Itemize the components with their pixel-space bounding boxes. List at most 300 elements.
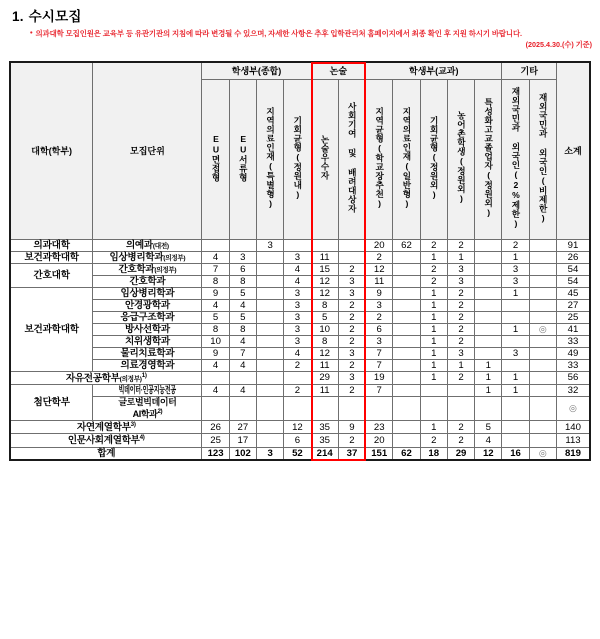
cell-value: 35 <box>311 421 338 434</box>
cell-value <box>502 397 529 421</box>
cell-value <box>475 335 502 347</box>
cell-value <box>256 299 283 311</box>
cell-subtotal: 26 <box>556 251 590 263</box>
cell-value: 4 <box>284 275 311 287</box>
cell-value <box>202 239 229 251</box>
cell-value: 6 <box>229 263 256 275</box>
cell-value: 3 <box>284 299 311 311</box>
cell-value <box>393 347 420 359</box>
cell-value <box>475 299 502 311</box>
cell-value <box>202 397 229 421</box>
cell-value <box>475 251 502 263</box>
cell-value: 2 <box>447 323 474 335</box>
row-unit: 임상병리학과(의정부) <box>93 251 202 263</box>
cell-value: 2 <box>420 434 447 447</box>
cell-value: 2 <box>338 359 365 371</box>
cell-value: 2 <box>420 239 447 251</box>
cell-value <box>529 397 556 421</box>
table-row <box>10 434 590 447</box>
cell-value: 1 <box>420 287 447 299</box>
cell-subtotal: 25 <box>556 311 590 323</box>
cell-value <box>256 421 283 434</box>
cell-value: ◎ <box>529 323 556 335</box>
admissions-table <box>9 61 591 461</box>
cell-value <box>475 397 502 421</box>
cell-value: 2 <box>338 311 365 323</box>
total-cell: 62 <box>393 447 420 460</box>
cell-value: 12 <box>284 421 311 434</box>
cell-value <box>338 251 365 263</box>
cell-value <box>256 335 283 347</box>
cell-value <box>529 385 556 397</box>
cell-subtotal: 91 <box>556 239 590 251</box>
cell-value: 2 <box>447 299 474 311</box>
header-col-regional-medical-general <box>393 79 420 239</box>
cell-value: 1 <box>502 287 529 299</box>
cell-value: 2 <box>447 239 474 251</box>
cell-value: 5 <box>311 311 338 323</box>
cell-value: 2 <box>447 335 474 347</box>
total-cell: 151 <box>366 447 393 460</box>
table-row <box>10 347 590 359</box>
cell-value <box>529 434 556 447</box>
cell-value: 15 <box>311 263 338 275</box>
header-col-regional-medical-special <box>256 79 283 239</box>
total-cell: 102 <box>229 447 256 460</box>
cell-value <box>475 239 502 251</box>
table-row <box>10 421 590 434</box>
cell-value <box>284 239 311 251</box>
total-cell: 18 <box>420 447 447 460</box>
row-unit: 의예과(대전) <box>93 239 202 251</box>
cell-value: 2 <box>502 239 529 251</box>
cell-value: 2 <box>366 311 393 323</box>
cell-value: 8 <box>202 323 229 335</box>
cell-value: 5 <box>475 421 502 434</box>
cell-value: 10 <box>202 335 229 347</box>
header-col-eu-interview-label: EU면접형 <box>210 133 221 182</box>
row-unit: 임상병리학과 <box>93 287 202 299</box>
cell-value: 11 <box>311 251 338 263</box>
row-college: 보건과학대학 <box>10 287 93 371</box>
row-unit: 응급구조학과 <box>93 311 202 323</box>
cell-value: 1 <box>420 251 447 263</box>
cell-value <box>256 434 283 447</box>
cell-value <box>311 397 338 421</box>
cell-value: 20 <box>366 434 393 447</box>
cell-value <box>475 311 502 323</box>
cell-value <box>256 397 283 421</box>
cell-value: 2 <box>338 385 365 397</box>
cell-value: 3 <box>284 335 311 347</box>
cell-value: 1 <box>420 359 447 371</box>
cell-value <box>393 385 420 397</box>
cell-value: 4 <box>229 335 256 347</box>
row-college: 보건과학대학 <box>10 251 93 263</box>
cell-value <box>529 371 556 384</box>
cell-value: 2 <box>338 323 365 335</box>
cell-value <box>393 311 420 323</box>
total-cell: 12 <box>475 447 502 460</box>
cell-value: 3 <box>338 347 365 359</box>
header-col-overseas-unlimited-label: 재외국민과 외국인(비제한) <box>538 92 549 223</box>
cell-value: 3 <box>284 251 311 263</box>
header-col-opportunity-in <box>284 79 311 239</box>
row-label-full: 인문사회계열학부$^{4)}$ <box>10 434 202 447</box>
cell-value: 2 <box>447 311 474 323</box>
cell-value <box>256 263 283 275</box>
cell-value: 2 <box>338 263 365 275</box>
cell-value <box>475 323 502 335</box>
row-unit: 치위생학과 <box>93 335 202 347</box>
cell-value <box>256 347 283 359</box>
header-col-regional-balance <box>366 79 393 239</box>
header-col-vocational-graduate-label: 특성화고교졸업자(정원외) <box>483 97 494 218</box>
notice-body: 의과대학 모집인원은 교육부 등 유관기관의 지침에 따라 변경될 수 있으며, 자세한 사항은 추후 입학관리처 홈페이지에서 최종 확인 후 지원 하시기 바랍니다. <box>35 29 522 38</box>
cell-value <box>229 239 256 251</box>
cell-value: 4 <box>284 263 311 275</box>
cell-value: 17 <box>229 434 256 447</box>
cell-value <box>229 371 256 384</box>
cell-value <box>393 359 420 371</box>
cell-value: 3 <box>366 299 393 311</box>
cell-subtotal: 56 <box>556 371 590 384</box>
table-header <box>10 62 590 239</box>
cell-value: 3 <box>284 287 311 299</box>
header-group-haksaengbu-gyogwa: 학생부(교과) <box>366 62 502 79</box>
header-col-overseas-unlimited <box>529 79 556 239</box>
header-group-haksaengbu-jonghap: 학생부(종합) <box>202 62 311 79</box>
table-row <box>10 335 590 347</box>
cell-value: 11 <box>311 359 338 371</box>
cell-value: 8 <box>202 275 229 287</box>
cell-value: 8 <box>229 275 256 287</box>
cell-subtotal: 32 <box>556 385 590 397</box>
cell-value <box>338 397 365 421</box>
cell-value: 2 <box>447 434 474 447</box>
cell-value <box>366 397 393 421</box>
cell-value <box>256 385 283 397</box>
header-group-gita: 기타 <box>502 62 557 79</box>
header-col-eu-document <box>229 79 256 239</box>
cell-value: 9 <box>202 347 229 359</box>
cell-value: 3 <box>502 347 529 359</box>
cell-value <box>393 397 420 421</box>
cell-value <box>529 347 556 359</box>
cell-value: 9 <box>202 287 229 299</box>
cell-value: 5 <box>229 311 256 323</box>
cell-value <box>311 239 338 251</box>
cell-value: 1 <box>502 385 529 397</box>
cell-value: 1 <box>447 251 474 263</box>
cell-value: 5 <box>202 311 229 323</box>
row-label-full: 자연계열학부$^{3)}$ <box>10 421 202 434</box>
cell-value: 4 <box>284 347 311 359</box>
header-col-opportunity-in-label: 기회균형(정원내) <box>292 115 303 200</box>
cell-value: 1 <box>475 359 502 371</box>
cell-value: 2 <box>338 299 365 311</box>
cell-subtotal: ◎ <box>556 397 590 421</box>
total-subtotal: 819 <box>556 447 590 460</box>
table-row <box>10 299 590 311</box>
header-col-social-contribution <box>338 79 365 239</box>
cell-subtotal: 33 <box>556 335 590 347</box>
cell-value: 3 <box>447 263 474 275</box>
table-row <box>10 323 590 335</box>
cell-value <box>475 347 502 359</box>
cell-value <box>529 421 556 434</box>
header-col-regional-medical-special-label: 지역의료인재(특별형) <box>265 106 276 209</box>
cell-value: 3 <box>447 347 474 359</box>
cell-value: 2 <box>338 335 365 347</box>
cell-value: 2 <box>366 251 393 263</box>
cell-value: 3 <box>284 323 311 335</box>
cell-value <box>393 434 420 447</box>
cell-value: 6 <box>366 323 393 335</box>
cell-value <box>529 275 556 287</box>
cell-value: 3 <box>229 251 256 263</box>
cell-value: 35 <box>311 434 338 447</box>
table-body <box>10 239 590 460</box>
cell-subtotal: 113 <box>556 434 590 447</box>
table-row <box>10 239 590 251</box>
total-cell: 16 <box>502 447 529 460</box>
cell-value: 3 <box>338 371 365 384</box>
cell-value <box>256 287 283 299</box>
header-col-eu-document-label: EU서류형 <box>238 133 249 182</box>
header-col-overseas-2percent-label: 재외국민과 외국인(2%제한) <box>510 86 521 229</box>
header-col-overseas-2percent <box>502 79 529 239</box>
cell-value: 4 <box>202 359 229 371</box>
cell-subtotal: 54 <box>556 275 590 287</box>
cell-value: 20 <box>366 239 393 251</box>
cell-value: 1 <box>502 323 529 335</box>
table-row <box>10 385 590 397</box>
bullet-icon: • <box>30 28 33 37</box>
row-unit: 간호학과 <box>93 275 202 287</box>
admissions-table-wrap <box>9 61 591 461</box>
cell-value: 3 <box>256 239 283 251</box>
cell-value: 1 <box>420 323 447 335</box>
cell-value <box>529 287 556 299</box>
cell-value: 9 <box>338 421 365 434</box>
cell-value <box>393 299 420 311</box>
table-row <box>10 287 590 299</box>
cell-value: 1 <box>420 347 447 359</box>
table-row <box>10 311 590 323</box>
cell-value: 1 <box>420 335 447 347</box>
cell-value: 5 <box>229 287 256 299</box>
header-col-regional-medical-general-label: 지역의료인재(일반형) <box>401 106 412 209</box>
cell-value: 2 <box>447 421 474 434</box>
row-unit: 글로벌빅데이터 AI학과$^{2)}$ <box>93 397 202 421</box>
table-row <box>10 397 590 421</box>
cell-value: 3 <box>366 335 393 347</box>
cell-value: 1 <box>420 371 447 384</box>
total-cell: 3 <box>256 447 283 460</box>
header-col-rural-student <box>447 79 474 239</box>
cell-value: 2 <box>338 434 365 447</box>
cell-value <box>256 311 283 323</box>
cell-value: 2 <box>420 275 447 287</box>
header-subtotal: 소계 <box>556 62 590 239</box>
header-col-rural-student-label: 농어촌학생(정원외) <box>456 111 467 205</box>
cell-subtotal: 49 <box>556 347 590 359</box>
page-title <box>12 5 82 25</box>
cell-value: 7 <box>366 359 393 371</box>
cell-value <box>393 371 420 384</box>
cell-value <box>229 397 256 421</box>
cell-value <box>256 251 283 263</box>
cell-value: 4 <box>475 434 502 447</box>
row-college: 간호대학 <box>10 263 93 287</box>
header-col-social-contribution-label: 사회기여 및 배려대상자 <box>347 102 358 214</box>
cell-value: 7 <box>366 385 393 397</box>
cell-value: 4 <box>229 385 256 397</box>
cell-value <box>502 335 529 347</box>
cell-value <box>447 397 474 421</box>
cell-value: 23 <box>366 421 393 434</box>
cell-value <box>502 299 529 311</box>
cell-value <box>393 287 420 299</box>
cell-value: 3 <box>502 263 529 275</box>
cell-subtotal: 27 <box>556 299 590 311</box>
cell-value: 2 <box>420 263 447 275</box>
total-cell: 37 <box>338 447 365 460</box>
cell-value: 1 <box>502 251 529 263</box>
table-row <box>10 263 590 275</box>
cell-subtotal: 140 <box>556 421 590 434</box>
cell-value: 8 <box>311 335 338 347</box>
cell-value <box>256 275 283 287</box>
header-col-opportunity-out-label: 기회균형(정원외) <box>429 115 440 200</box>
cell-value: 7 <box>366 347 393 359</box>
table-row <box>10 359 590 371</box>
row-unit: 방사선학과 <box>93 323 202 335</box>
cell-value: 1 <box>420 311 447 323</box>
total-cell: 214 <box>311 447 338 460</box>
cell-value: 12 <box>311 347 338 359</box>
notice-text <box>30 28 590 39</box>
cell-value: 10 <box>311 323 338 335</box>
section-title-text: 수시모집 <box>28 9 82 24</box>
total-cell: 123 <box>202 447 229 460</box>
cell-value: 2 <box>284 359 311 371</box>
cell-value <box>502 311 529 323</box>
cell-value: 2 <box>447 371 474 384</box>
cell-value: 11 <box>311 385 338 397</box>
cell-value: 29 <box>311 371 338 384</box>
header-col-opportunity-out <box>420 79 447 239</box>
cell-value: 1 <box>447 359 474 371</box>
cell-value <box>529 299 556 311</box>
cell-value <box>475 263 502 275</box>
cell-value: 4 <box>229 359 256 371</box>
header-group-nonsul: 논술 <box>311 62 366 79</box>
cell-value <box>393 335 420 347</box>
cell-value: 7 <box>229 347 256 359</box>
cell-value: 3 <box>338 287 365 299</box>
cell-value <box>393 251 420 263</box>
cell-subtotal: 45 <box>556 287 590 299</box>
cell-value: 4 <box>202 385 229 397</box>
cell-subtotal: 41 <box>556 323 590 335</box>
header-col-vocational-graduate <box>475 79 502 239</box>
row-unit: 빅데이터·인공지능전공 <box>93 385 202 397</box>
cell-subtotal: 33 <box>556 359 590 371</box>
cell-value <box>256 371 283 384</box>
header-col-eu-interview <box>202 79 229 239</box>
cell-value: 1 <box>475 371 502 384</box>
cell-value: 12 <box>366 263 393 275</box>
cell-value: 3 <box>338 275 365 287</box>
cell-value: 3 <box>502 275 529 287</box>
header-college: 대학(학부) <box>10 62 93 239</box>
cell-value: 1 <box>502 371 529 384</box>
cell-value <box>447 385 474 397</box>
header-col-regional-balance-label: 지역균형(학교장추천) <box>374 106 385 209</box>
cell-value <box>284 397 311 421</box>
row-unit: 간호학과(의정부) <box>93 263 202 275</box>
cell-value <box>420 397 447 421</box>
total-cell: 52 <box>284 447 311 460</box>
cell-value <box>393 275 420 287</box>
header-group-row <box>10 62 590 79</box>
header-col-nonsul-excellent <box>311 79 338 239</box>
cell-value: 1 <box>475 385 502 397</box>
cell-value: 4 <box>202 251 229 263</box>
cell-value: 12 <box>311 275 338 287</box>
cell-value: 7 <box>202 263 229 275</box>
cell-value: 12 <box>311 287 338 299</box>
cell-value: 8 <box>229 323 256 335</box>
row-college: 의과대학 <box>10 239 93 251</box>
cell-value <box>202 371 229 384</box>
cell-value: 8 <box>311 299 338 311</box>
cell-subtotal: 54 <box>556 263 590 275</box>
cell-value: 25 <box>202 434 229 447</box>
cell-value: 6 <box>284 434 311 447</box>
total-cell: ◎ <box>529 447 556 460</box>
table-row <box>10 371 590 384</box>
row-unit: 물리치료학과 <box>93 347 202 359</box>
cell-value <box>393 263 420 275</box>
cell-value: 3 <box>284 311 311 323</box>
cell-value: 11 <box>366 275 393 287</box>
cell-value <box>393 421 420 434</box>
cell-value: 1 <box>420 299 447 311</box>
cell-value: 62 <box>393 239 420 251</box>
table-row <box>10 275 590 287</box>
cell-value: 26 <box>202 421 229 434</box>
total-label: 합계 <box>10 447 202 460</box>
cell-value <box>284 371 311 384</box>
cell-value <box>393 323 420 335</box>
table-row <box>10 251 590 263</box>
cell-value: 27 <box>229 421 256 434</box>
cell-value <box>475 275 502 287</box>
cell-value: 4 <box>202 299 229 311</box>
cell-value <box>529 335 556 347</box>
cell-value <box>529 359 556 371</box>
header-col-nonsul-excellent-label: 논술우수자 <box>320 135 331 181</box>
cell-value: 3 <box>447 275 474 287</box>
cell-value <box>502 421 529 434</box>
cell-value <box>338 239 365 251</box>
cell-value <box>502 434 529 447</box>
as-of-date: (2025.4.30.(수) 기준) <box>525 40 592 49</box>
cell-value <box>529 311 556 323</box>
